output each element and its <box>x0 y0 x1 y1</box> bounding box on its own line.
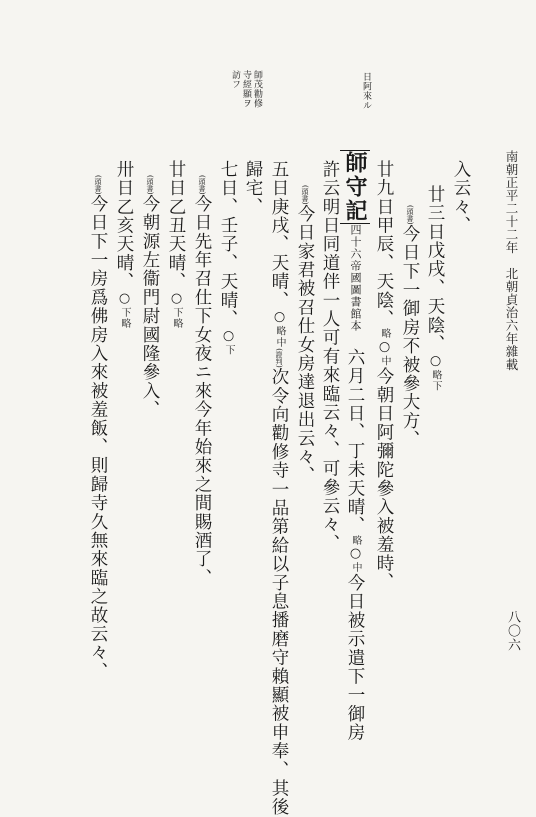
line-9-text: 歸宅、 <box>243 160 263 217</box>
line-14-date: 卅日乙亥天晴、 <box>114 160 134 291</box>
text-line-15 <box>86 175 111 681</box>
omission-mark: 中 <box>350 562 361 574</box>
line-1-text: 入云々、 <box>451 160 471 235</box>
omission-mark: 略 <box>119 318 130 330</box>
text-line-12 <box>164 160 189 330</box>
margin-gloss-2c <box>229 70 240 89</box>
margin-gloss-2-line2: 寺經顯ヲ <box>241 70 251 108</box>
source-volume: 四十六 <box>349 224 362 260</box>
text-line-2 <box>423 185 448 392</box>
head-note-label: (頭書) <box>198 175 206 195</box>
omission-mark: 中 <box>274 337 285 349</box>
margin-gloss-2-line3: 訪フ <box>230 70 240 89</box>
omission-circle: ○ <box>377 339 392 356</box>
margin-gloss-2 <box>251 70 262 108</box>
text-line-4 <box>372 160 397 591</box>
head-note-label: (頭書) <box>146 175 154 195</box>
omission-circle: ○ <box>117 290 132 308</box>
line-10-date: 七日、壬子、天晴、 <box>218 160 238 329</box>
omission-mark: 下 <box>171 307 182 319</box>
omission-circle: ○ <box>272 309 287 326</box>
head-note-label: (頭書) <box>406 205 414 225</box>
omission-circle: ○ <box>221 328 236 345</box>
source-library: 帝國圖書館本 <box>349 260 362 332</box>
line-12-date: 廿日乙丑天晴、 <box>166 160 186 291</box>
line-4-date: 廿九日甲辰、天陰、 <box>374 160 394 329</box>
text-line-1 <box>449 160 474 235</box>
omission-mark: 下 <box>223 344 234 356</box>
running-title: 南朝正平二十二年 北朝貞治六年雜載 <box>504 150 519 371</box>
text-line-10 <box>216 160 241 356</box>
line-8-date: 五日庚戌、天晴、 <box>269 160 289 310</box>
line-3-text: 今日下一御房不被參大方、 <box>400 224 420 449</box>
text-line-14 <box>112 160 137 330</box>
text-line-7 <box>293 185 318 485</box>
line-4-text: 今朝日阿彌陀參入被羞時、 <box>374 366 394 592</box>
line-7-text: 今日家君被召仕女房達退出云々、 <box>295 204 315 485</box>
line-13-text: 今朝源左衞門尉國隆參入、 <box>140 194 160 419</box>
omission-mark: 中 <box>379 355 390 367</box>
omission-circle: ○ <box>169 290 184 308</box>
margin-gloss-2b <box>240 70 251 108</box>
margin-gloss-1: 日阿來ル <box>361 72 371 110</box>
head-note-label: (頭書) <box>301 185 309 205</box>
verification-note: (證判) <box>275 348 283 368</box>
text-line-9 <box>241 160 266 216</box>
line-6-text: 許云明日同道伴一人可有來臨云々、可參云々、 <box>320 160 340 553</box>
omission-mark: 略 <box>350 535 361 547</box>
source-title: 師守記 <box>342 151 368 223</box>
line-5-text: 今日被示遣下一御房 <box>345 573 365 742</box>
omission-mark: 略 <box>379 328 390 340</box>
omission-mark: 略 <box>274 325 285 338</box>
text-line-6 <box>318 160 343 553</box>
text-line-8 <box>267 160 292 817</box>
omission-mark: 下 <box>119 307 130 319</box>
text-line-5 <box>340 150 371 742</box>
omission-mark: 略 <box>430 369 441 381</box>
line-8-text: 次令向勸修寺一品第給以子息播磨守賴顯被申奉、其後 <box>269 367 289 817</box>
page-number: 八〇六 <box>505 610 520 652</box>
head-note-label: (頭書) <box>94 175 102 195</box>
text-line-13 <box>138 175 163 419</box>
text-line-3 <box>398 205 423 449</box>
line-15-text: 今日下一房爲佛房入來被羞飯、則歸寺久無來臨之故云々、 <box>88 194 108 681</box>
omission-mark: 略 <box>171 318 182 330</box>
text-line-11 <box>190 175 215 587</box>
line-11-text: 今日先年召仕下女夜ニ來今年始來之間賜酒了、 <box>192 194 212 588</box>
line-2-date: 廿三日戊戌、天陰、 <box>425 185 445 354</box>
omission-mark: 下 <box>430 380 441 392</box>
omission-circle: ○ <box>428 353 443 370</box>
margin-gloss-2-line1: 師茂勸修 <box>252 70 262 108</box>
line-5-date: 六月二日、丁未天晴、 <box>345 348 365 535</box>
omission-circle: ○ <box>348 546 363 563</box>
